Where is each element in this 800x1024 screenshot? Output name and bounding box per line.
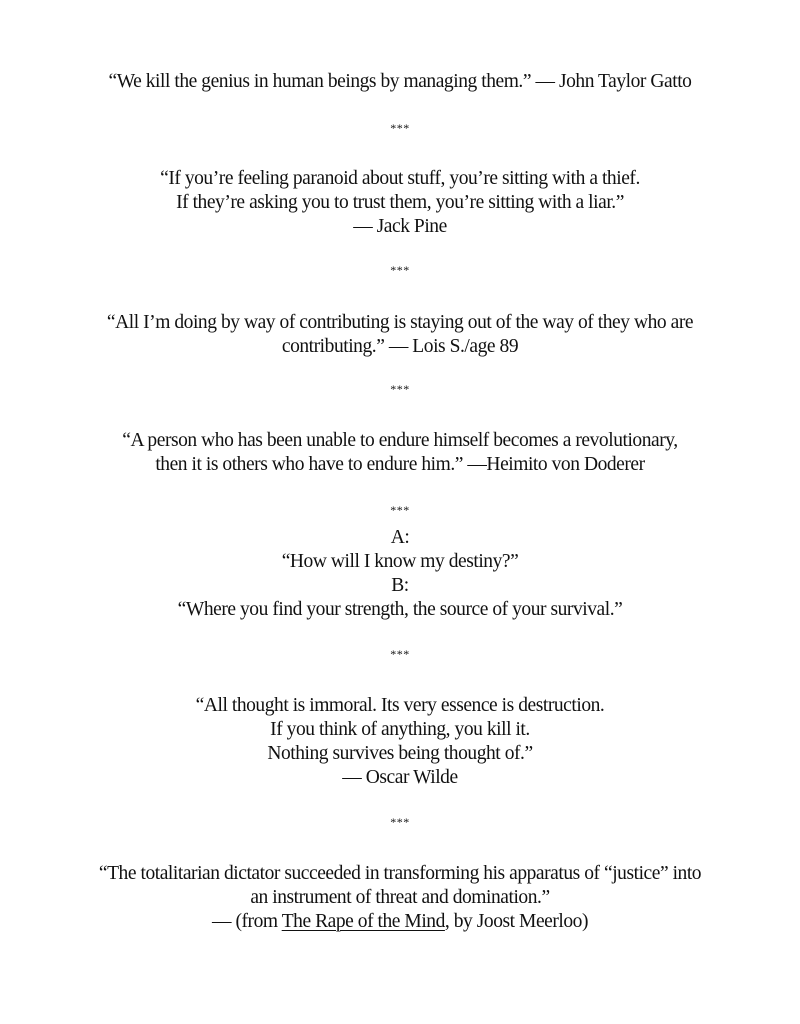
quote-meerloo-line-1: “The totalitarian dictator succeeded in transforming his apparatus of “justice” into xyxy=(98,863,702,884)
separator: *** xyxy=(390,121,410,135)
quote-lois-line-2: contributing.” — Lois S./age 89 xyxy=(281,336,519,357)
separator: *** xyxy=(390,503,410,517)
quote-wilde-attribution: — Oscar Wilde xyxy=(342,767,458,788)
quote-pine-line-1: “If you’re feeling paranoid about stuff, you’re sitting with a thief. xyxy=(160,168,640,189)
quote-doderer-line-2: then it is others who have to endure him.” —Heimito von Doderer xyxy=(155,454,645,475)
quote-meerloo-attribution xyxy=(0,910,800,934)
quote-pine-line-2: If they’re asking you to trust them, you’re sitting with a liar.” xyxy=(176,192,624,213)
quote-pine-attribution: — Jack Pine xyxy=(353,216,447,237)
quote-wilde-line-1: “All thought is immoral. Its very essence is destruction. xyxy=(195,695,605,716)
quote-lois-line-1: “All I’m doing by way of contributing is staying out of the way of they who are xyxy=(106,312,694,333)
separator: *** xyxy=(390,382,410,396)
separator: *** xyxy=(390,815,410,829)
dialogue-speaker-a: A: xyxy=(390,527,410,548)
attribution-suffix: , by Joost Meerloo) xyxy=(444,911,589,932)
quote-gatto: “We kill the genius in human beings by managing them.” — John Taylor Gatto xyxy=(108,71,692,92)
quote-meerloo-line-2: an instrument of threat and domination.” xyxy=(250,887,550,908)
quote-wilde-line-2: If you think of anything, you kill it. xyxy=(270,719,530,740)
separator: *** xyxy=(390,647,410,661)
separator: *** xyxy=(390,263,410,277)
dialogue-answer: “Where you find your strength, the source of your survival.” xyxy=(177,599,623,620)
book-title: The Rape of the Mind xyxy=(281,911,445,932)
dialogue-question: “How will I know my destiny?” xyxy=(281,551,519,572)
quote-doderer-line-1: “A person who has been unable to endure himself becomes a revolutionary, xyxy=(122,430,678,451)
dialogue-speaker-b: B: xyxy=(391,575,409,596)
quote-wilde-line-3: Nothing survives being thought of.” xyxy=(267,743,533,764)
attribution-prefix: — (from xyxy=(211,911,282,932)
